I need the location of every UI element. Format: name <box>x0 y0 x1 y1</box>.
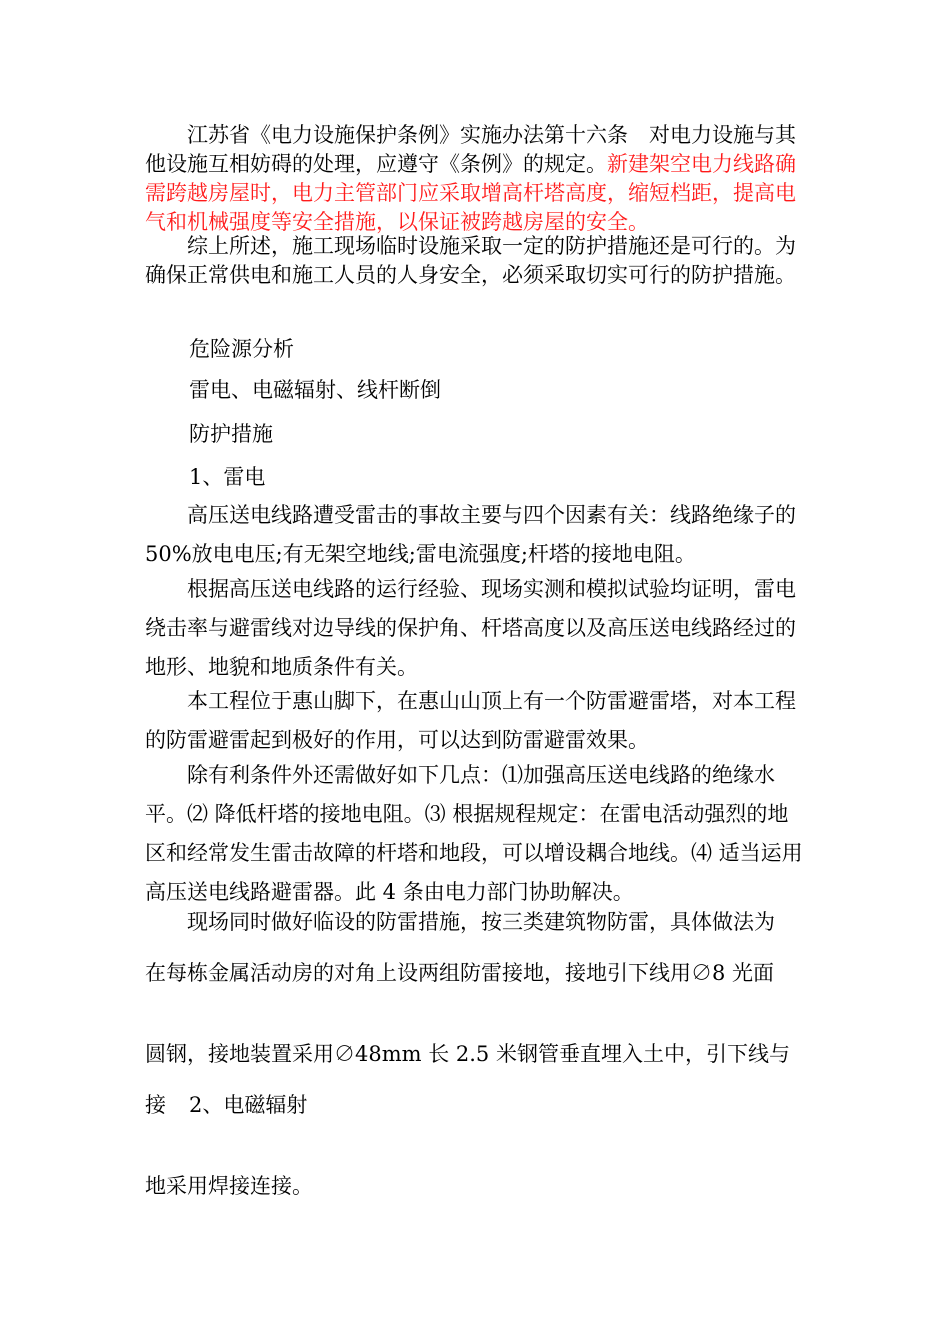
heading-lightning: 1、雷电 <box>189 465 266 489</box>
heading-protection: 防护措施 <box>189 422 273 446</box>
paragraph-measures: 除有利条件外还需做好如下几点：⑴加强高压送电线路的绝缘水平。⑵ 降低杆塔的接地电阻。⑶ 根据规程规定：在雷电活动强烈的地区和经常发生雷击故障的杆塔和地段，可以增设耦合地线。⑷ 适当运用高压送电线路避雷器。此 4 条由电力部门协助解决。 <box>145 763 803 904</box>
heading-hazard-analysis: 危险源分析 <box>189 337 294 361</box>
site-protection-line: 地采用焊接连接。 <box>145 1174 313 1198</box>
paragraph-lightning-factors: 高压送电线路遭受雷击的事故主要与四个因素有关：线路绝缘子的50%放电电压;有无架空地线;雷电流强度;杆塔的接地电阻。 <box>145 503 796 566</box>
regulation-highlight: 新建架空电力线路确需跨越房屋时，电力主管部门应采取增高杆塔高度，缩短档距，提高电气和机械强度等安全措施，以保证被跨越房屋的安全。 <box>145 152 796 234</box>
regulation-text: 江苏省《电力设施保护条例》实施办法第十六条 对电力设施与其他设施互相妨碍的处理，应遵守《条例》的规定。 <box>145 123 796 176</box>
site-protection-line: 在每栋金属活动房的对角上设两组防雷接地，接地引下线用∅8 光面 <box>145 961 775 985</box>
paragraph-operation-experience: 根据高压送电线路的运行经验、现场实测和模拟试验均证明，雷电绕击率与避雷线对边导线的保护角、杆塔高度以及高压送电线路经过的地形、地貌和地质条件有关。 <box>145 577 796 679</box>
paragraph-summary: 综上所述，施工现场临时设施采取一定的防护措施还是可行的。为确保正常供电和施工人员的人身安全，必须采取切实可行的防护措施。 <box>145 234 796 287</box>
site-protection-line: 现场同时做好临设的防雷措施，按三类建筑物防雷，具体做法为 <box>187 910 775 934</box>
paragraph-site-protection <box>145 897 807 1212</box>
heading-electromagnetic-radiation: 2、电磁辐射 <box>189 1093 308 1117</box>
site-protection-line: 圆钢，接地装置采用∅48mm 长 2.5 米钢管垂直埋入土中，引下线与接 <box>145 1042 790 1117</box>
paragraph-project-location: 本工程位于惠山脚下，在惠山山顶上有一个防雷避雷塔，对本工程的防雷避雷起到极好的作用，可以达到防雷避雷效果。 <box>145 689 796 752</box>
paragraph-regulation <box>145 121 807 237</box>
hazard-items: 雷电、电磁辐射、线杆断倒 <box>189 378 441 402</box>
